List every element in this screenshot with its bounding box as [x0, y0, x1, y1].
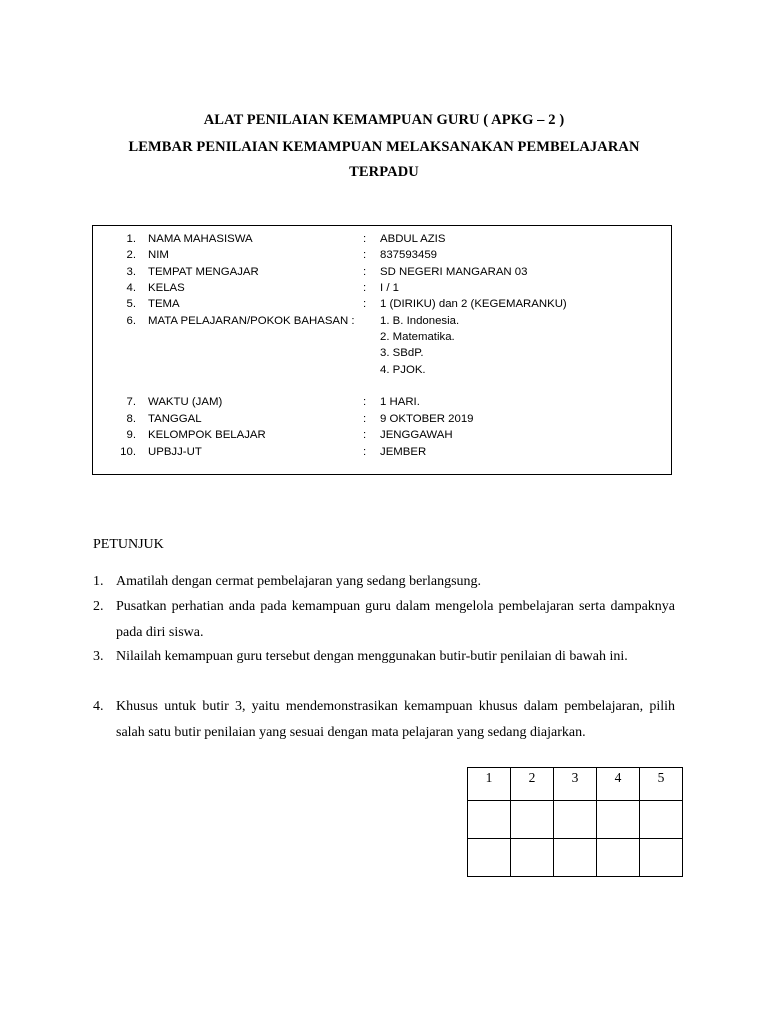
- instructions-heading: PETUNJUK: [93, 537, 164, 552]
- subject-name: 4. PJOK.: [380, 364, 426, 376]
- document-subtitle: LEMBAR PENILAIAN KEMAMPUAN MELAKSANAKAN PEMBELAJARAN: [128, 139, 640, 155]
- info-row-label: WAKTU (JAM): [148, 396, 223, 408]
- instruction-number: 3.: [93, 649, 104, 664]
- instruction-text: Khusus untuk butir 3, yaitu mendemonstrasikan kemampuan khusus dalam pembelajaran, pilih salah satu butir penilaian yang sesuai dengan mata pelajaran yang sedang diajarkan.: [116, 699, 675, 740]
- info-row-number: 1.: [126, 233, 136, 245]
- info-row-value: SD NEGERI MANGARAN 03: [380, 266, 528, 278]
- instruction-number: 2.: [93, 599, 104, 614]
- subject-name: 3. SBdP.: [380, 347, 424, 359]
- score-cell[interactable]: [597, 801, 640, 839]
- score-cell[interactable]: [511, 801, 554, 839]
- info-row-value: JENGGAWAH: [380, 429, 453, 441]
- instruction-item: [93, 594, 675, 645]
- info-row-label: TEMA: [148, 298, 180, 310]
- info-row-colon: :: [363, 233, 367, 245]
- info-row-label: MATA PELAJARAN/POKOK BAHASAN :: [148, 315, 355, 327]
- score-table: [467, 767, 683, 877]
- info-row-label: TEMPAT MENGAJAR: [148, 266, 259, 278]
- info-row-colon: :: [363, 396, 367, 408]
- info-row-value: I / 1: [380, 282, 399, 294]
- info-row-label: NIM: [148, 249, 169, 261]
- instruction-text: Nilailah kemampuan guru tersebut dengan menggunakan butir-butir penilaian di bawah ini.: [116, 649, 628, 664]
- instruction-item: [93, 569, 675, 595]
- score-header-cell: 4: [597, 768, 640, 801]
- score-header-row: [468, 768, 683, 801]
- info-row-colon: :: [363, 298, 367, 310]
- info-row-number: 6.: [126, 315, 136, 327]
- info-row-label: KELAS: [148, 282, 185, 294]
- score-header-cell: 1: [468, 768, 511, 801]
- info-row-value: 1 (DIRIKU) dan 2 (KEGEMARANKU): [380, 298, 567, 310]
- info-row-colon: :: [363, 429, 367, 441]
- score-cell[interactable]: [468, 839, 511, 877]
- document-title: ALAT PENILAIAN KEMAMPUAN GURU ( APKG – 2 ): [203, 112, 565, 128]
- subject-name: 2. Matematika.: [380, 331, 455, 343]
- info-row-number: 8.: [126, 413, 136, 425]
- score-row: [468, 801, 683, 839]
- info-row-label: UPBJJ-UT: [148, 446, 202, 458]
- info-row-colon: :: [363, 282, 367, 294]
- instruction-text: Pusatkan perhatian anda pada kemampuan guru dalam mengelola pembelajaran serta dampaknya pada diri siswa.: [116, 599, 675, 640]
- instruction-item: [93, 694, 675, 745]
- info-row-label: NAMA MAHASISWA: [148, 233, 253, 245]
- score-cell[interactable]: [554, 801, 597, 839]
- info-row-colon: :: [363, 266, 367, 278]
- info-row-label: KELOMPOK BELAJAR: [148, 429, 266, 441]
- score-header-cell: 3: [554, 768, 597, 801]
- info-row-number: 4.: [126, 282, 136, 294]
- score-row: [468, 839, 683, 877]
- info-row-value: 9 OKTOBER 2019: [380, 413, 474, 425]
- info-row-number: 10.: [120, 446, 136, 458]
- score-cell[interactable]: [468, 801, 511, 839]
- score-cell[interactable]: [640, 801, 683, 839]
- info-row-colon: :: [363, 446, 367, 458]
- student-info-box: [92, 225, 672, 475]
- info-row-label: TANGGAL: [148, 413, 202, 425]
- info-row-value: 837593459: [380, 249, 438, 261]
- info-row-number: 7.: [126, 396, 136, 408]
- info-row-number: 9.: [126, 429, 136, 441]
- info-row-value: 1. B. Indonesia.: [380, 315, 460, 327]
- score-cell[interactable]: [554, 839, 597, 877]
- instruction-number: 4.: [93, 699, 104, 714]
- score-header-cell: 2: [511, 768, 554, 801]
- info-row-value: 1 HARI.: [380, 396, 420, 408]
- score-cell[interactable]: [511, 839, 554, 877]
- instruction-number: 1.: [93, 574, 104, 589]
- score-header-cell: 5: [640, 768, 683, 801]
- info-row-colon: :: [363, 249, 367, 261]
- info-row-colon: :: [363, 413, 367, 425]
- score-cell[interactable]: [640, 839, 683, 877]
- info-row-value: JEMBER: [380, 446, 427, 458]
- document-subtitle-continued: TERPADU: [349, 164, 419, 180]
- info-row-number: 5.: [126, 298, 136, 310]
- info-row-number: 2.: [126, 249, 136, 261]
- instruction-item: [93, 644, 675, 670]
- score-cell[interactable]: [597, 839, 640, 877]
- info-row-number: 3.: [126, 266, 136, 278]
- info-row-value: ABDUL AZIS: [380, 233, 446, 245]
- instruction-text: Amatilah dengan cermat pembelajaran yang sedang berlangsung.: [116, 574, 482, 589]
